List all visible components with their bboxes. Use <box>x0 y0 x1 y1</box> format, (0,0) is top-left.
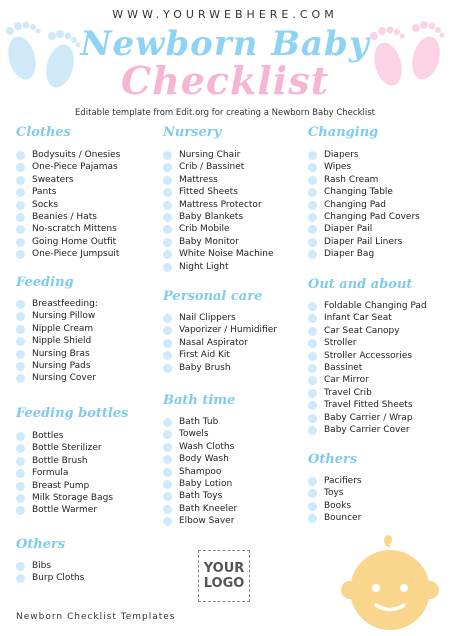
checklist-item-label: Baby Monitor <box>179 236 239 247</box>
checklist-item-label: Towels <box>179 429 209 440</box>
checklist-item[interactable] <box>308 186 420 198</box>
checklist-item-label: Nursing Chair <box>179 150 241 160</box>
checklist-item[interactable] <box>308 362 427 374</box>
checklist-item-label: Night Light <box>179 261 229 272</box>
checklist-item-label: Bath Toys <box>179 491 223 502</box>
checklist-item[interactable] <box>163 362 277 374</box>
checklist-item-label: Changing Pad <box>324 199 386 210</box>
website-url: WWW.YOURWEBHERE.COM <box>112 8 338 21</box>
list-others-right <box>308 475 362 525</box>
checkbox-dot-icon[interactable] <box>16 574 25 583</box>
checklist-item-label: Changing Table <box>324 187 393 198</box>
checklist-item[interactable] <box>16 372 98 384</box>
list-feeding-bottles <box>16 430 113 517</box>
checkbox-dot-icon[interactable] <box>163 326 172 335</box>
checklist-item-label: No-scratch Mittens <box>32 224 117 235</box>
checklist-item[interactable] <box>308 487 362 499</box>
checklist-item[interactable] <box>163 199 274 211</box>
checkbox-dot-icon[interactable] <box>308 250 317 259</box>
checklist-item[interactable] <box>308 512 362 524</box>
checklist-item-label: Books <box>324 500 352 511</box>
checklist-item-label: Toys <box>324 488 344 499</box>
checklist-item-label: Bottle Sterilizer <box>32 443 102 454</box>
checklist-item-label: Baby Brush <box>179 362 231 373</box>
checkbox-dot-icon[interactable] <box>163 225 172 234</box>
checklist-item[interactable] <box>16 310 98 322</box>
checkbox-dot-icon[interactable] <box>308 213 317 222</box>
section-title-others-right: Others <box>308 452 358 467</box>
checkbox-dot-icon[interactable] <box>163 468 172 477</box>
checklist-item-label: Breastfeeding: <box>32 299 98 309</box>
checklist-item-label: Baby Lotion <box>179 478 233 489</box>
checkbox-dot-icon[interactable] <box>163 430 172 439</box>
checkbox-dot-icon[interactable] <box>163 455 172 464</box>
checklist-item[interactable] <box>308 312 427 324</box>
checklist-item-label: Vaporizer / Humidifier <box>179 325 277 336</box>
checklist-item-label: Nursing Cover <box>32 373 96 384</box>
page-title-line2: Checklist <box>120 58 330 103</box>
checkbox-dot-icon[interactable] <box>163 250 172 259</box>
checkbox-dot-icon[interactable] <box>163 201 172 210</box>
checkbox-dot-icon[interactable] <box>163 351 172 360</box>
checkbox-dot-icon[interactable] <box>308 364 317 373</box>
checklist-item[interactable] <box>16 455 113 467</box>
checkbox-dot-icon[interactable] <box>308 376 317 385</box>
section-title-out-and-about: Out and about <box>308 277 413 292</box>
checkbox-dot-icon[interactable] <box>16 213 25 222</box>
checklist-item[interactable] <box>163 453 237 465</box>
checklist-item[interactable] <box>163 236 274 248</box>
checkbox-dot-icon[interactable] <box>16 444 25 453</box>
checklist-item[interactable] <box>16 560 84 572</box>
checklist-item-label: First Aid Kit <box>179 350 230 361</box>
checkbox-dot-icon[interactable] <box>163 163 172 172</box>
checkbox-dot-icon[interactable] <box>163 364 172 373</box>
checklist-item[interactable] <box>16 323 98 335</box>
checklist-item-label: Wipes <box>324 162 352 173</box>
page-subtitle: Editable template from Edit.org for creating a Newborn Baby Checklist <box>75 108 375 118</box>
checklist-item-label: Travel Crib <box>324 387 372 398</box>
checkbox-dot-icon[interactable] <box>16 250 25 259</box>
checklist-item[interactable] <box>308 199 420 211</box>
section-title-feeding-bottles: Feeding bottles <box>16 406 129 421</box>
checklist-item[interactable] <box>163 149 274 161</box>
checklist-item[interactable] <box>163 466 237 478</box>
checkbox-dot-icon[interactable] <box>163 505 172 514</box>
checklist-item-label: Rash Cream <box>324 174 379 185</box>
checklist-item-label: Travel Fitted Sheets <box>324 400 413 411</box>
checklist-item[interactable] <box>16 149 120 161</box>
checkbox-dot-icon[interactable] <box>163 238 172 247</box>
checkbox-dot-icon[interactable] <box>308 502 317 511</box>
checklist-item[interactable] <box>163 248 274 260</box>
checklist-item[interactable] <box>163 161 274 173</box>
checklist-item[interactable] <box>308 424 427 436</box>
checklist-item-label: Nursing Pillow <box>32 311 96 322</box>
checklist-item-label: Baby Blankets <box>179 211 244 222</box>
checklist-item-label: Formula <box>32 468 69 479</box>
checklist-item-label: Burp Cloths <box>32 573 85 584</box>
checkbox-dot-icon[interactable] <box>308 389 317 398</box>
section-title-nursery: Nursery <box>163 125 222 140</box>
checklist-item[interactable] <box>163 337 277 349</box>
checklist-item[interactable] <box>16 442 113 454</box>
checkbox-dot-icon[interactable] <box>308 151 317 160</box>
logo-line1: YOUR <box>203 561 245 576</box>
checkbox-dot-icon[interactable] <box>16 312 25 321</box>
checkbox-dot-icon[interactable] <box>163 443 172 452</box>
checklist-item[interactable] <box>16 199 120 211</box>
checkbox-dot-icon[interactable] <box>308 414 317 423</box>
checklist-item[interactable] <box>163 223 274 235</box>
checklist-item[interactable] <box>308 387 427 399</box>
checkbox-dot-icon[interactable] <box>308 314 317 323</box>
checklist-item[interactable] <box>308 500 362 512</box>
list-bath-time <box>163 416 237 528</box>
checkbox-dot-icon[interactable] <box>16 201 25 210</box>
checklist-item[interactable] <box>163 515 237 527</box>
checklist-item-label: Car Seat Canopy <box>324 325 400 336</box>
checklist-item-label: Stroller <box>324 338 357 349</box>
checklist-item-label: Fitted Sheets <box>179 187 238 198</box>
checklist-item[interactable] <box>16 236 120 248</box>
checkbox-dot-icon[interactable] <box>163 480 172 489</box>
checkbox-dot-icon[interactable] <box>308 201 317 210</box>
checklist-item-label: Diaper Bag <box>324 249 375 260</box>
checklist-item-label: Nasal Aspirator <box>179 337 248 348</box>
checklist-item[interactable] <box>16 480 113 492</box>
checklist-item-label: Diaper Pail Liners <box>324 236 403 247</box>
checklist-item-label: Bath Tub <box>179 417 219 427</box>
checklist-item[interactable] <box>308 300 427 312</box>
checkbox-dot-icon[interactable] <box>163 418 172 427</box>
checklist-item[interactable] <box>308 325 427 337</box>
checklist-item-label: Milk Storage Bags <box>32 492 114 503</box>
list-clothes <box>16 149 120 261</box>
checkbox-dot-icon[interactable] <box>308 302 317 311</box>
checklist-item[interactable] <box>163 490 237 502</box>
checkbox-dot-icon[interactable] <box>308 163 317 172</box>
checkbox-dot-icon[interactable] <box>308 238 317 247</box>
checklist-item-label: Diaper Pail <box>324 224 373 235</box>
checklist-item-label: Baby Carrier Cover <box>324 424 410 435</box>
checkbox-dot-icon[interactable] <box>16 469 25 478</box>
checkbox-dot-icon[interactable] <box>163 517 172 526</box>
checklist-item[interactable] <box>308 399 427 411</box>
checklist-item-label: Bodysuits / Onesies <box>32 150 121 160</box>
checklist-item-label: Car Mirror <box>324 375 369 386</box>
checklist-item[interactable] <box>16 174 120 186</box>
checkbox-dot-icon[interactable] <box>308 339 317 348</box>
checklist-item-label: Bouncer <box>324 513 362 524</box>
checklist-item-label: Nipple Cream <box>32 323 94 334</box>
checklist-item[interactable] <box>16 504 113 516</box>
checklist-item[interactable] <box>308 211 420 223</box>
list-out-and-about <box>308 300 427 436</box>
checkbox-dot-icon[interactable] <box>308 188 317 197</box>
checkbox-dot-icon[interactable] <box>16 350 25 359</box>
checkbox-dot-icon[interactable] <box>163 213 172 222</box>
checkbox-dot-icon[interactable] <box>16 325 25 334</box>
list-personal-care <box>163 312 277 374</box>
checklist-item-label: Nipple Shield <box>32 336 92 347</box>
checkbox-dot-icon[interactable] <box>308 225 317 234</box>
checkbox-dot-icon[interactable] <box>163 492 172 501</box>
checklist-item-label: Bottles <box>32 431 64 441</box>
checklist-item-label: Bath Kneeler <box>179 503 238 514</box>
checkbox-dot-icon[interactable] <box>16 151 25 160</box>
checkbox-dot-icon[interactable] <box>16 163 25 172</box>
checklist-item[interactable] <box>308 236 420 248</box>
checklist-item[interactable] <box>163 174 274 186</box>
checklist-item[interactable] <box>16 572 84 584</box>
checklist-item-label: Nail Clippers <box>179 313 236 323</box>
checkbox-dot-icon[interactable] <box>308 426 317 435</box>
checklist-item-label: Baby Carrier / Wrap <box>324 412 413 423</box>
checklist-item-label: Mattress Protector <box>179 199 262 210</box>
list-changing <box>308 149 420 261</box>
checklist-item-label: Diapers <box>324 150 359 160</box>
checklist-item-label: Bassinet <box>324 362 363 373</box>
checklist-item-label: Stroller Accessories <box>324 350 413 361</box>
checklist-item-label: Nursing Pads <box>32 360 91 371</box>
checklist-item[interactable] <box>308 149 420 161</box>
checklist-item-label: Bibs <box>32 561 52 571</box>
logo-placeholder <box>198 550 250 602</box>
checklist-item-label: Bottle Brush <box>32 455 88 466</box>
checklist-item-label: Body Wash <box>179 454 229 465</box>
checkbox-dot-icon[interactable] <box>16 494 25 503</box>
checklist-item-label: One-Piece Jumpsuit <box>32 249 120 260</box>
section-title-others-left: Others <box>16 537 66 552</box>
checkbox-dot-icon[interactable] <box>16 238 25 247</box>
checklist-item[interactable] <box>16 211 120 223</box>
checklist-item-label: White Noise Machine <box>179 249 274 260</box>
checkbox-dot-icon[interactable] <box>163 339 172 348</box>
checklist-item-label: Crib Mobile <box>179 224 230 235</box>
section-title-feeding: Feeding <box>16 275 74 290</box>
checklist-item[interactable] <box>16 248 120 260</box>
checklist-item[interactable] <box>16 186 120 198</box>
checklist-item[interactable] <box>308 350 427 362</box>
checklist-item-label: Mattress <box>179 174 218 185</box>
checkbox-dot-icon[interactable] <box>16 432 25 441</box>
list-feeding <box>16 298 98 385</box>
list-nursery <box>163 149 274 273</box>
checklist-item[interactable] <box>163 441 237 453</box>
checklist-item[interactable] <box>16 430 113 442</box>
checklist-item-label: Beanies / Hats <box>32 211 97 222</box>
checkbox-dot-icon[interactable] <box>163 176 172 185</box>
checkbox-dot-icon[interactable] <box>163 263 172 272</box>
checklist-item[interactable] <box>163 503 237 515</box>
checkbox-dot-icon[interactable] <box>163 188 172 197</box>
checklist-item-label: Crib / Bassinet <box>179 162 245 173</box>
checklist-item-label: One-Piece Pajamas <box>32 162 118 173</box>
checklist-item-label: Wash Cloths <box>179 441 235 452</box>
checkbox-dot-icon[interactable] <box>308 327 317 336</box>
checklist-item-label: Sweaters <box>32 174 74 185</box>
checkbox-dot-icon[interactable] <box>16 300 25 309</box>
checklist-item[interactable] <box>16 467 113 479</box>
checklist-item[interactable] <box>163 186 274 198</box>
checklist-item[interactable] <box>308 248 420 260</box>
section-title-clothes: Clothes <box>16 125 72 140</box>
section-title-personal-care: Personal care <box>163 289 263 304</box>
checkbox-dot-icon[interactable] <box>308 514 317 523</box>
checklist-item-label: Foldable Changing Pad <box>324 301 427 311</box>
checklist-item[interactable] <box>163 324 277 336</box>
checklist-item[interactable] <box>16 161 120 173</box>
baby-face-icon <box>340 532 445 636</box>
checklist-item[interactable] <box>163 349 277 361</box>
checkbox-dot-icon[interactable] <box>16 562 25 571</box>
checkbox-dot-icon[interactable] <box>308 176 317 185</box>
checklist-item[interactable] <box>16 492 113 504</box>
checklist-item[interactable] <box>163 312 277 324</box>
checklist-item[interactable] <box>16 298 98 310</box>
checkbox-dot-icon[interactable] <box>16 188 25 197</box>
checklist-item-label: Shampoo <box>179 466 222 477</box>
checklist-item-label: Going Home Outfit <box>32 236 117 247</box>
checklist-item[interactable] <box>308 337 427 349</box>
checklist-item[interactable] <box>16 335 98 347</box>
checklist-item-label: Socks <box>32 199 59 210</box>
checklist-item-label: Changing Pad Covers <box>324 211 420 222</box>
checklist-item-label: Breast Pump <box>32 480 90 491</box>
checklist-item[interactable] <box>163 261 274 273</box>
checklist-item[interactable] <box>308 223 420 235</box>
checkbox-dot-icon[interactable] <box>308 401 317 410</box>
checklist-item-label: Pacifiers <box>324 476 362 486</box>
checklist-item[interactable] <box>163 478 237 490</box>
checklist-item[interactable] <box>163 428 237 440</box>
checklist-item-label: Infant Car Seat <box>324 313 392 324</box>
checklist-item-label: Pants <box>32 187 57 198</box>
checklist-item-label: Nursing Bras <box>32 348 90 359</box>
checkbox-dot-icon[interactable] <box>163 151 172 160</box>
checklist-item[interactable] <box>16 360 98 372</box>
checklist-item-label: Elbow Saver <box>179 516 235 527</box>
checkbox-dot-icon[interactable] <box>16 506 25 515</box>
checklist-item[interactable] <box>163 211 274 223</box>
checkbox-dot-icon[interactable] <box>16 225 25 234</box>
checkbox-dot-icon[interactable] <box>16 457 25 466</box>
checklist-item[interactable] <box>308 174 420 186</box>
checklist-item[interactable] <box>308 475 362 487</box>
checklist-item-label: Bottle Warmer <box>32 505 98 516</box>
checkbox-dot-icon[interactable] <box>308 352 317 361</box>
checkbox-dot-icon[interactable] <box>16 176 25 185</box>
checklist-item[interactable] <box>16 348 98 360</box>
checkbox-dot-icon[interactable] <box>163 314 172 323</box>
checklist-item[interactable] <box>163 416 237 428</box>
checklist-item[interactable] <box>16 223 120 235</box>
logo-line2: LOGO <box>203 576 245 591</box>
list-others-left <box>16 560 84 585</box>
page-title-line1: Newborn Baby <box>80 24 370 64</box>
footer-text: Newborn Checklist Templates <box>16 612 176 622</box>
section-title-changing: Changing <box>308 125 379 140</box>
checkbox-dot-icon[interactable] <box>16 374 25 383</box>
checklist-item[interactable] <box>308 161 420 173</box>
checkbox-dot-icon[interactable] <box>308 489 317 498</box>
checklist-item[interactable] <box>308 412 427 424</box>
section-title-bath-time: Bath time <box>163 393 236 408</box>
checkbox-dot-icon[interactable] <box>16 482 25 491</box>
checklist-item[interactable] <box>308 374 427 386</box>
checkbox-dot-icon[interactable] <box>16 337 25 346</box>
checkbox-dot-icon[interactable] <box>16 362 25 371</box>
checkbox-dot-icon[interactable] <box>308 477 317 486</box>
